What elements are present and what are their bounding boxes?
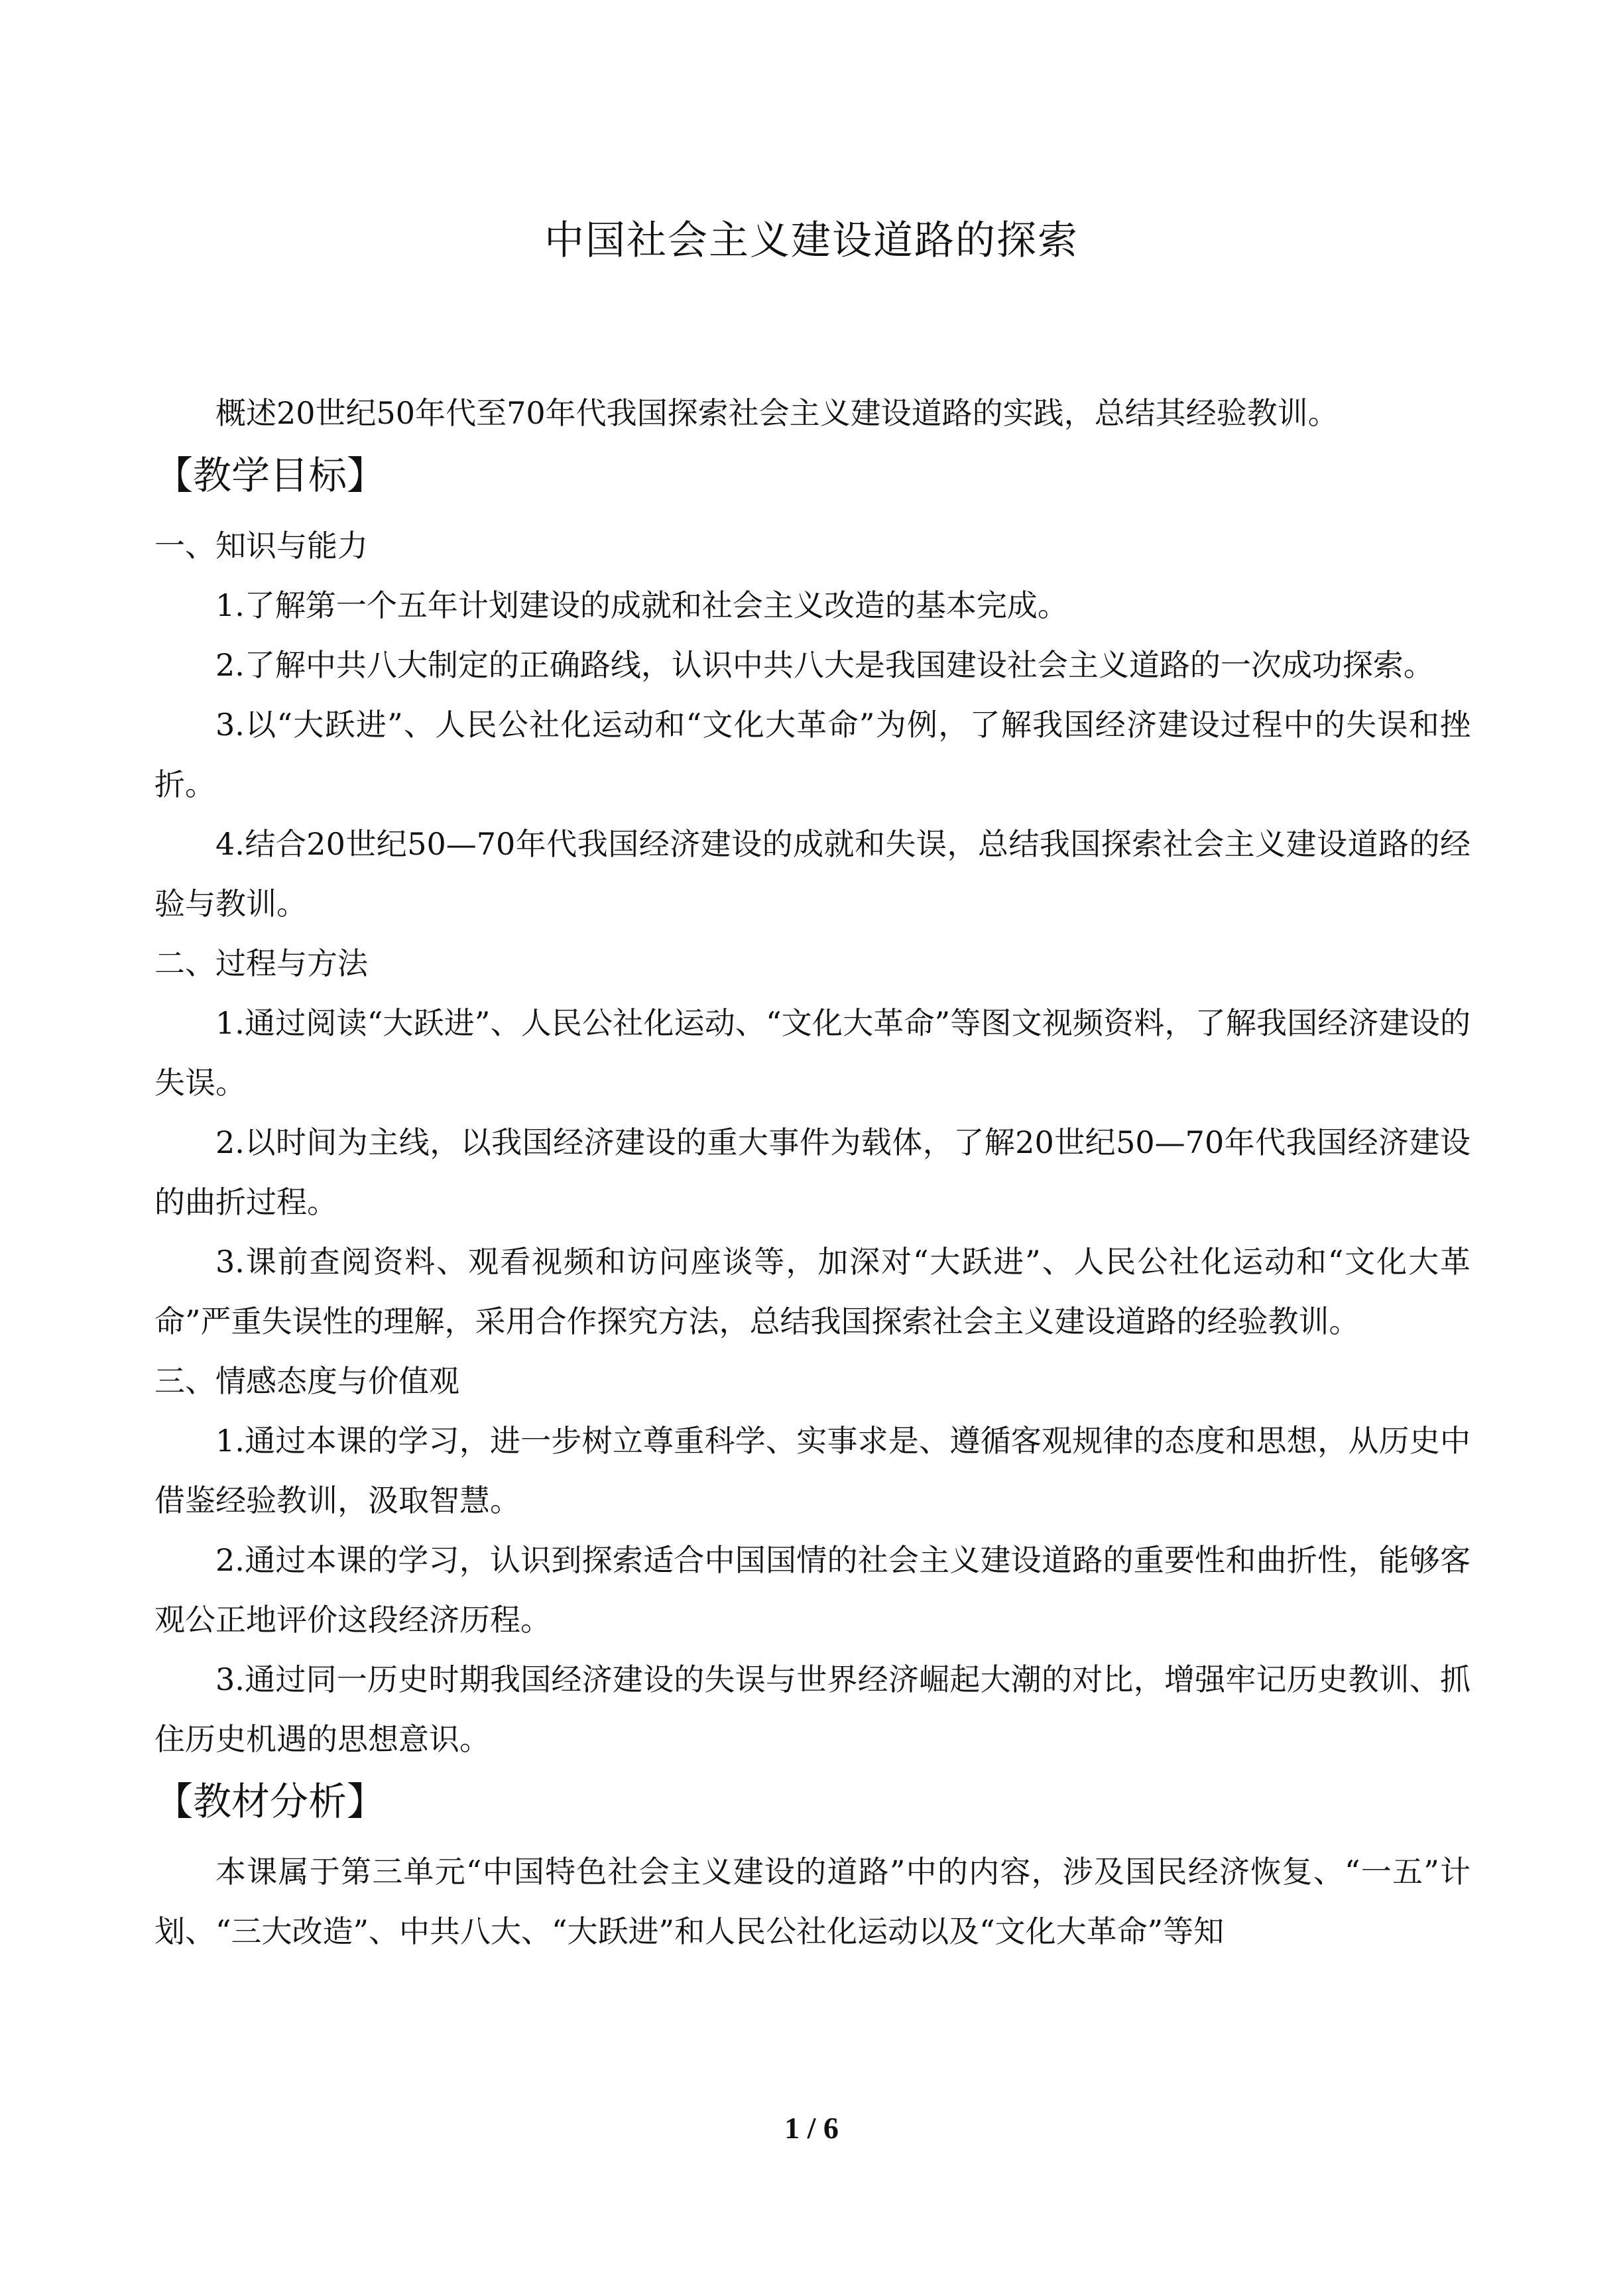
section-heading-teaching-goals: 【教学目标】 xyxy=(154,453,386,498)
subheading-emotion-values: 三、情感态度与价值观 xyxy=(154,1363,459,1399)
section-heading-textbook-analysis: 【教材分析】 xyxy=(154,1779,386,1824)
document-body xyxy=(154,383,1471,1961)
subheading-process-method: 二、过程与方法 xyxy=(154,945,368,981)
subheading-knowledge-ability: 一、知识与能力 xyxy=(154,528,368,564)
page-number: 1 / 6 xyxy=(784,2111,839,2145)
textbook-analysis-paragraph: 本课属于第三单元“中国特色社会主义建设的道路”中的内容，涉及国民经济恢复、“一五”计划、“三大改造”、中共八大、“大跃进”和人民公社化运动以及“文化大革命”等知 xyxy=(154,1854,1471,1949)
list-item: 4.结合20世纪50—70年代我国经济建设的成就和失误，总结我国探索社会主义建设道路的经验与教训。 xyxy=(154,826,1471,922)
intro-paragraph: 概述20世纪50年代至70年代我国探索社会主义建设道路的实践，总结其经验教训。 xyxy=(215,395,1339,431)
list-item: 2.通过本课的学习，认识到探索适合中国国情的社会主义建设道路的重要性和曲折性，能够客观公正地评价这段经济历程。 xyxy=(154,1542,1471,1638)
list-item: 3.以“大跃进”、人民公社化运动和“文化大革命”为例，了解我国经济建设过程中的失误和挫折。 xyxy=(154,707,1471,802)
list-item: 3.课前查阅资料、观看视频和访问座谈等，加深对“大跃进”、人民公社化运动和“文化大革命”严重失误性的理解，采用合作探究方法，总结我国探索社会主义建设道路的经验教训。 xyxy=(154,1244,1471,1339)
list-item: 2.以时间为主线，以我国经济建设的重大事件为载体，了解20世纪50—70年代我国经济建设的曲折过程。 xyxy=(154,1124,1471,1220)
list-item: 1.通过阅读“大跃进”、人民公社化运动、“文化大革命”等图文视频资料，了解我国经济建设的失误。 xyxy=(154,1005,1471,1101)
list-item: 1.通过本课的学习，进一步树立尊重科学、实事求是、遵循客观规律的态度和思想，从历史中借鉴经验教训，汲取智慧。 xyxy=(154,1423,1471,1518)
document-title: 中国社会主义建设道路的探索 xyxy=(544,217,1079,264)
list-item: 3.通过同一历史时期我国经济建设的失误与世界经济崛起大潮的对比，增强牢记历史教训、抓住历史机遇的思想意识。 xyxy=(154,1662,1471,1757)
list-item: 1.了解第一个五年计划建设的成就和社会主义改造的基本完成。 xyxy=(215,587,1068,623)
list-item: 2.了解中共八大制定的正确路线，认识中共八大是我国建设社会主义道路的一次成功探索。 xyxy=(215,647,1434,683)
